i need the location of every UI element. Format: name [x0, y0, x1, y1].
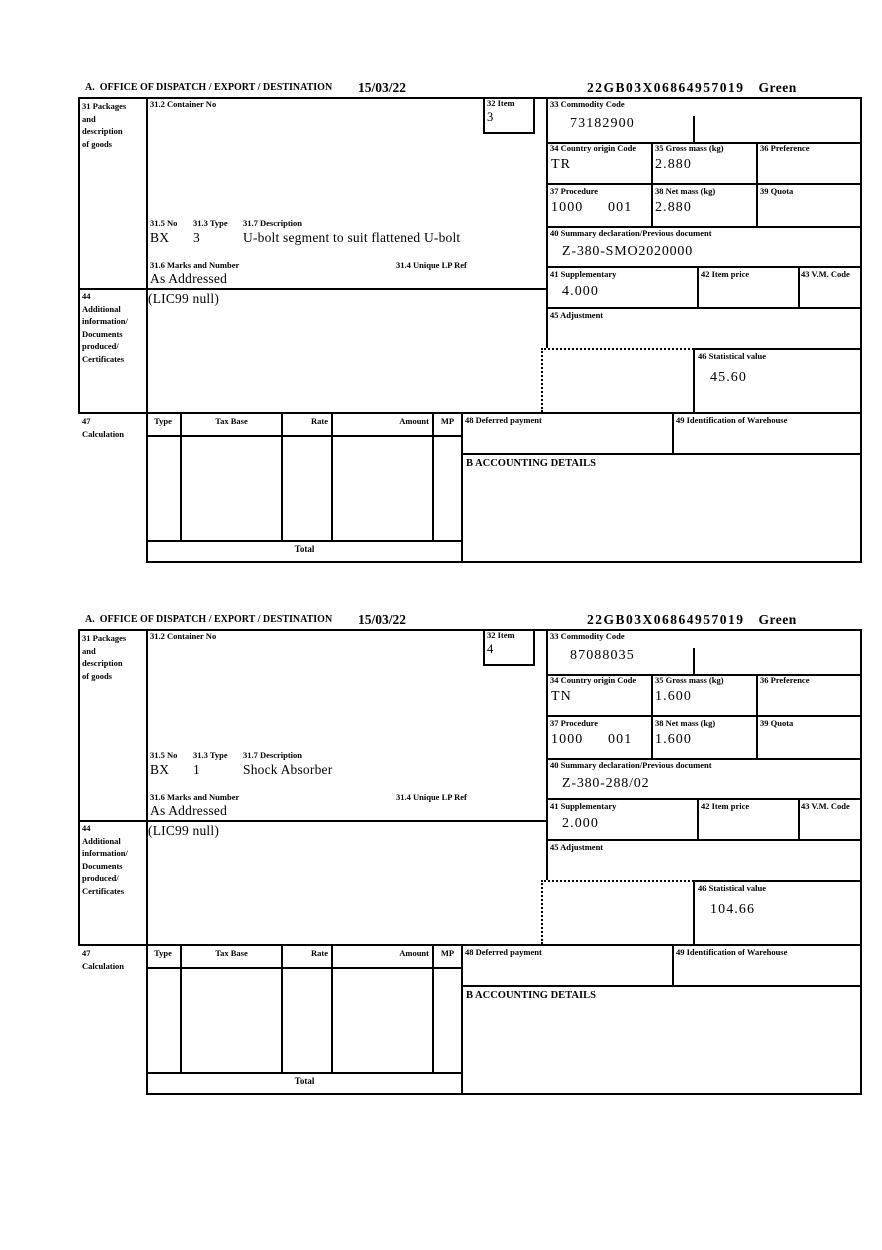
divider-line: [78, 944, 862, 946]
label-line: of goods: [82, 670, 112, 681]
divider-line: [651, 674, 653, 760]
label-line: Additional: [82, 303, 121, 314]
marks-value: As Addressed: [150, 803, 228, 818]
table-header-amount: Amount: [399, 416, 429, 426]
statistical-value-label: 46 Statistical value: [698, 883, 766, 893]
commodity-code-separator-tick: [693, 116, 695, 142]
divider-line: [697, 798, 699, 841]
statistical-value: 45.60: [710, 370, 747, 385]
divider-line: [756, 674, 758, 760]
divider-line: [78, 97, 80, 414]
commodity-code-label: 33 Commodity Code: [550, 99, 625, 109]
label-line: Documents: [82, 860, 123, 871]
label-line: description: [82, 126, 123, 137]
divider-line: [146, 1072, 463, 1074]
label-line: Calculation: [82, 428, 125, 439]
divider-line: [693, 348, 695, 414]
table-header-type: Type: [154, 416, 172, 426]
table-header-tax-base: Tax Base: [215, 948, 248, 958]
office-of-dispatch-header: A. OFFICE OF DISPATCH / EXPORT / DESTINATION: [85, 82, 333, 93]
divider-line: [546, 715, 862, 717]
divider-line: [693, 880, 862, 882]
label-line: Calculation: [82, 960, 125, 971]
divider-line: [78, 629, 80, 946]
declaration-reference: [587, 612, 797, 628]
dotted-line: [541, 880, 694, 882]
item-price-label: 42 Item price: [701, 801, 750, 811]
procedure-value-main: 1000: [551, 200, 584, 215]
summary-declaration-label: 40 Summary declaration/Previous document: [550, 228, 712, 238]
divider-line: [756, 142, 758, 228]
dotted-line: [541, 348, 694, 350]
divider-line: [146, 435, 463, 437]
label-line: information/: [82, 848, 128, 859]
summary-declaration-value: Z-380-288/02: [562, 776, 650, 791]
vm-code-label: 43 V.M. Code: [801, 801, 850, 811]
divider-line: [546, 97, 548, 348]
box31-packages-label: [82, 632, 126, 682]
country-origin-label: 34 Country origin Code: [550, 675, 637, 685]
table-header-type: Type: [154, 948, 172, 958]
summary-declaration-label: 40 Summary declaration/Previous document: [550, 760, 712, 770]
label-line: produced/: [82, 873, 119, 884]
label-line: Certificates: [82, 353, 125, 364]
item-box-border: [483, 664, 535, 666]
additional-info-value: (LIC99 null): [148, 823, 220, 838]
gross-mass-label: 35 Gross mass (kg): [655, 143, 724, 153]
box47-calculation-label: [82, 415, 124, 440]
customs-declaration-item: [0, 612, 882, 1107]
divider-line: [697, 266, 699, 309]
net-mass-value: 2.880: [655, 200, 692, 215]
warehouse-id-label: 49 Identification of Warehouse: [676, 415, 788, 425]
label-line: description: [82, 658, 123, 669]
package-type-label: 31.3 Type: [193, 218, 228, 228]
package-count-value: 1: [193, 762, 200, 777]
label-line: 47: [82, 948, 91, 958]
divider-line: [798, 798, 800, 841]
divider-line: [281, 412, 283, 542]
country-origin-value: TN: [551, 689, 572, 704]
table-header-tax-base: Tax Base: [215, 416, 248, 426]
divider-line: [432, 944, 434, 1074]
label-line: 31 Packages: [82, 633, 127, 643]
preference-label: 36 Preference: [760, 143, 810, 153]
dotted-line: [541, 880, 543, 944]
divider-line: [672, 944, 674, 987]
item-box-border: [483, 629, 485, 666]
divider-line: [672, 412, 674, 455]
divider-line: [281, 944, 283, 1074]
vm-code-label: 43 V.M. Code: [801, 269, 850, 279]
item-box-border: [533, 97, 535, 134]
item-box-label: 32 Item: [487, 98, 515, 108]
item-price-label: 42 Item price: [701, 269, 750, 279]
routing-status: Green: [758, 80, 797, 95]
unique-lp-ref-label: 31.4 Unique LP Ref: [396, 792, 467, 802]
procedure-label: 37 Procedure: [550, 718, 599, 728]
country-origin-label: 34 Country origin Code: [550, 143, 637, 153]
net-mass-value: 1.600: [655, 732, 692, 747]
label-line: 31 Packages: [82, 101, 127, 111]
divider-line: [78, 288, 548, 290]
customs-declaration-item: [0, 80, 882, 575]
divider-line: [546, 798, 862, 800]
additional-info-value: (LIC99 null): [148, 291, 220, 306]
box47-calculation-label: [82, 947, 124, 972]
total-label: Total: [294, 544, 315, 554]
divider-line: [651, 142, 653, 228]
office-of-dispatch-header: A. OFFICE OF DISPATCH / EXPORT / DESTINATION: [85, 614, 333, 625]
divider-line: [146, 97, 148, 563]
divider-line: [546, 266, 862, 268]
divider-line: [331, 412, 333, 542]
divider-line: [146, 561, 862, 563]
box44-additional-label: [82, 822, 128, 898]
supplementary-value: 2.000: [562, 816, 599, 831]
divider-line: [693, 348, 862, 350]
label-line: and: [82, 113, 96, 124]
description-label: 31.7 Description: [243, 750, 303, 760]
item-box-border: [483, 97, 485, 134]
marks-number-label: 31.6 Marks and Number: [150, 792, 240, 802]
container-no-label: 31.2 Container No: [150, 631, 217, 641]
adjustment-label: 45 Adjustment: [550, 842, 604, 852]
table-header-rate: Rate: [311, 416, 328, 426]
divider-line: [546, 183, 862, 185]
supplementary-label: 41 Supplementary: [550, 801, 617, 811]
divider-line: [546, 307, 862, 309]
container-no-label: 31.2 Container No: [150, 99, 217, 109]
box31-packages-label: [82, 100, 126, 150]
table-header-mp: MP: [440, 416, 455, 426]
deferred-payment-label: 48 Deferred payment: [465, 415, 542, 425]
table-header-rate: Rate: [311, 948, 328, 958]
item-number-value: 3: [487, 110, 494, 124]
package-count-value: 3: [193, 230, 200, 245]
box44-additional-label: [82, 290, 128, 366]
label-line: produced/: [82, 341, 119, 352]
net-mass-label: 38 Net mass (kg): [655, 186, 716, 196]
quota-label: 39 Quota: [760, 186, 794, 196]
summary-declaration-value: Z-380-SMO2020000: [562, 244, 694, 259]
gross-mass-label: 35 Gross mass (kg): [655, 675, 724, 685]
reference-number: 22GB03X06864957019: [587, 612, 745, 627]
divider-line: [146, 629, 148, 1095]
divider-line: [860, 629, 862, 1095]
adjustment-label: 45 Adjustment: [550, 310, 604, 320]
divider-line: [146, 1093, 862, 1095]
gross-mass-value: 2.880: [655, 157, 692, 172]
divider-line: [331, 944, 333, 1074]
routing-status: Green: [758, 612, 797, 627]
commodity-code-separator-tick: [693, 648, 695, 674]
procedure-value-extra: 001: [608, 732, 633, 747]
divider-line: [546, 629, 548, 880]
statistical-value: 104.66: [710, 902, 756, 917]
divider-line: [78, 412, 862, 414]
package-type-label: 31.3 Type: [193, 750, 228, 760]
divider-line: [461, 985, 862, 987]
divider-line: [798, 266, 800, 309]
declaration-date: 15/03/22: [358, 80, 407, 95]
accounting-details-label: B ACCOUNTING DETAILS: [466, 458, 596, 469]
divider-line: [78, 820, 548, 822]
item-box-border: [533, 629, 535, 666]
country-origin-value: TR: [551, 157, 572, 172]
item-number-value: 4: [487, 642, 494, 656]
declaration-reference: [587, 80, 797, 96]
label-line: Additional: [82, 835, 121, 846]
gross-mass-value: 1.600: [655, 689, 692, 704]
divider-line: [693, 880, 695, 946]
net-mass-label: 38 Net mass (kg): [655, 718, 716, 728]
item-box-border: [483, 132, 535, 134]
label-line: information/: [82, 316, 128, 327]
marks-value: As Addressed: [150, 271, 228, 286]
divider-line: [461, 453, 862, 455]
table-header-amount: Amount: [399, 948, 429, 958]
package-no-label: 31.5 No: [150, 750, 178, 760]
declaration-date: 15/03/22: [358, 612, 407, 627]
procedure-value-extra: 001: [608, 200, 633, 215]
description-label: 31.7 Description: [243, 218, 303, 228]
divider-line: [180, 412, 182, 542]
reference-number: 22GB03X06864957019: [587, 80, 745, 95]
label-line: 44: [82, 291, 91, 301]
commodity-code-value: 73182900: [570, 116, 635, 131]
divider-line: [546, 839, 862, 841]
dotted-line: [541, 348, 543, 412]
table-header-mp: MP: [440, 948, 455, 958]
divider-line: [180, 944, 182, 1074]
label-line: Certificates: [82, 885, 125, 896]
quota-label: 39 Quota: [760, 718, 794, 728]
accounting-details-label: B ACCOUNTING DETAILS: [466, 990, 596, 1001]
goods-description-value: Shock Absorber: [243, 762, 333, 777]
warehouse-id-label: 49 Identification of Warehouse: [676, 947, 788, 957]
supplementary-label: 41 Supplementary: [550, 269, 617, 279]
package-code-value: BX: [150, 230, 170, 245]
goods-description-value: U-bolt segment to suit flattened U-bolt: [243, 230, 461, 245]
total-label: Total: [294, 1076, 315, 1086]
divider-line: [146, 967, 463, 969]
label-line: Documents: [82, 328, 123, 339]
deferred-payment-label: 48 Deferred payment: [465, 947, 542, 957]
package-no-label: 31.5 No: [150, 218, 178, 228]
commodity-code-label: 33 Commodity Code: [550, 631, 625, 641]
label-line: 44: [82, 823, 91, 833]
preference-label: 36 Preference: [760, 675, 810, 685]
supplementary-value: 4.000: [562, 284, 599, 299]
label-line: and: [82, 645, 96, 656]
unique-lp-ref-label: 31.4 Unique LP Ref: [396, 260, 467, 270]
procedure-value-main: 1000: [551, 732, 584, 747]
label-line: of goods: [82, 138, 112, 149]
item-box-label: 32 Item: [487, 630, 515, 640]
label-line: 47: [82, 416, 91, 426]
commodity-code-value: 87088035: [570, 648, 635, 663]
procedure-label: 37 Procedure: [550, 186, 599, 196]
package-code-value: BX: [150, 762, 170, 777]
divider-line: [432, 412, 434, 542]
divider-line: [146, 540, 463, 542]
statistical-value-label: 46 Statistical value: [698, 351, 766, 361]
divider-line: [860, 97, 862, 563]
marks-number-label: 31.6 Marks and Number: [150, 260, 240, 270]
